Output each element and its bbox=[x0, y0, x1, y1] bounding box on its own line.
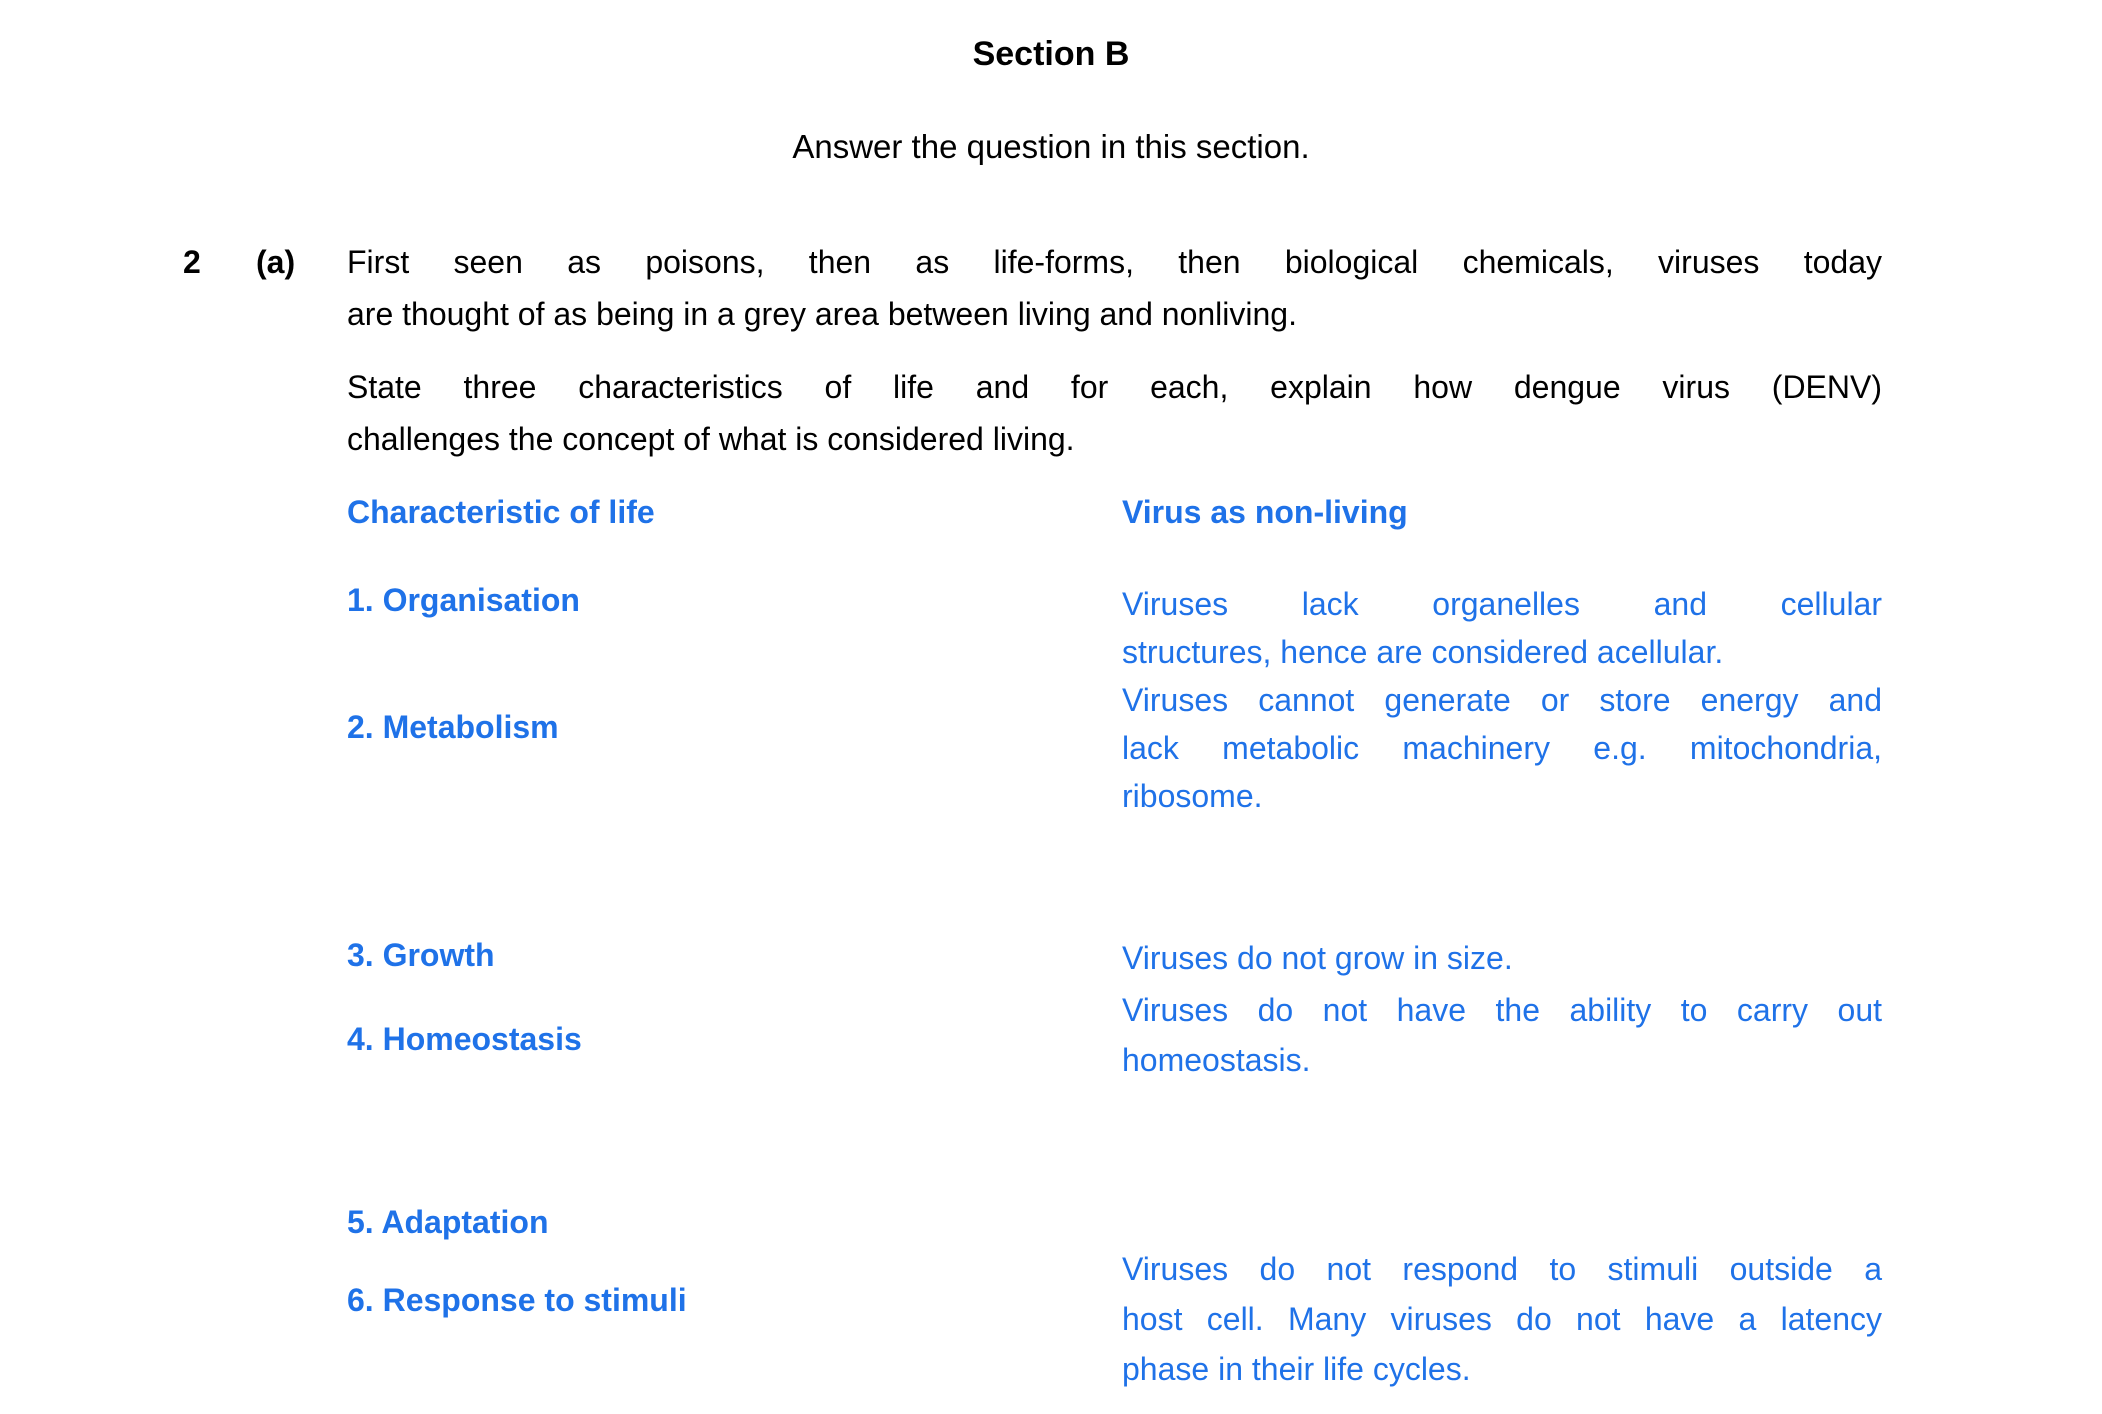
question-paragraph-intro bbox=[347, 236, 1882, 340]
text-line: Viruses do not have the ability to carry out bbox=[1122, 992, 1882, 1028]
text-line: Viruses do not respond to stimuli outside a bbox=[1122, 1251, 1882, 1287]
text-line: First seen as poisons, then as life-forms, then biological chemicals, viruses today bbox=[347, 244, 1882, 280]
text-line: challenges the concept of what is considered living. bbox=[347, 421, 1075, 457]
text-line: lack metabolic machinery e.g. mitochondria, bbox=[1122, 730, 1882, 766]
question-part-label: (a) bbox=[256, 244, 296, 280]
explanation-block-response bbox=[1122, 1244, 1882, 1394]
text-line: ribosome. bbox=[1122, 778, 1263, 814]
characteristic-item: 2. Metabolism bbox=[347, 709, 559, 745]
text-line: homeostasis. bbox=[1122, 1042, 1311, 1078]
characteristic-item: 5. Adaptation bbox=[347, 1204, 549, 1240]
explanation-block-organisation-metabolism bbox=[1122, 580, 1882, 820]
text-line: structures, hence are considered acellular. bbox=[1122, 634, 1724, 670]
text-line: Viruses cannot generate or store energy and bbox=[1122, 682, 1882, 718]
section-title: Section B bbox=[972, 35, 1130, 73]
question-paragraph-task bbox=[347, 361, 1882, 465]
text-line: State three characteristics of life and for each, explain how dengue virus (DENV) bbox=[347, 369, 1882, 405]
text-line: Viruses do not grow in size. bbox=[1122, 940, 1513, 976]
text-line: phase in their life cycles. bbox=[1122, 1351, 1471, 1387]
explanation-block-growth bbox=[1122, 933, 1882, 983]
text-line: Viruses lack organelles and cellular bbox=[1122, 586, 1882, 622]
characteristic-item: 4. Homeostasis bbox=[347, 1021, 582, 1057]
explanation-block-homeostasis bbox=[1122, 985, 1882, 1085]
characteristic-item: 6. Response to stimuli bbox=[347, 1282, 687, 1318]
characteristic-item: 1. Organisation bbox=[347, 582, 580, 618]
column-header-characteristic: Characteristic of life bbox=[347, 494, 655, 530]
section-instruction: Answer the question in this section. bbox=[792, 128, 1310, 165]
text-line: host cell. Many viruses do not have a latency bbox=[1122, 1301, 1882, 1337]
question-number: 2 bbox=[183, 244, 201, 280]
column-header-virus: Virus as non-living bbox=[1122, 494, 1408, 530]
characteristic-item: 3. Growth bbox=[347, 937, 495, 973]
text-line: are thought of as being in a grey area between living and nonliving. bbox=[347, 296, 1297, 332]
